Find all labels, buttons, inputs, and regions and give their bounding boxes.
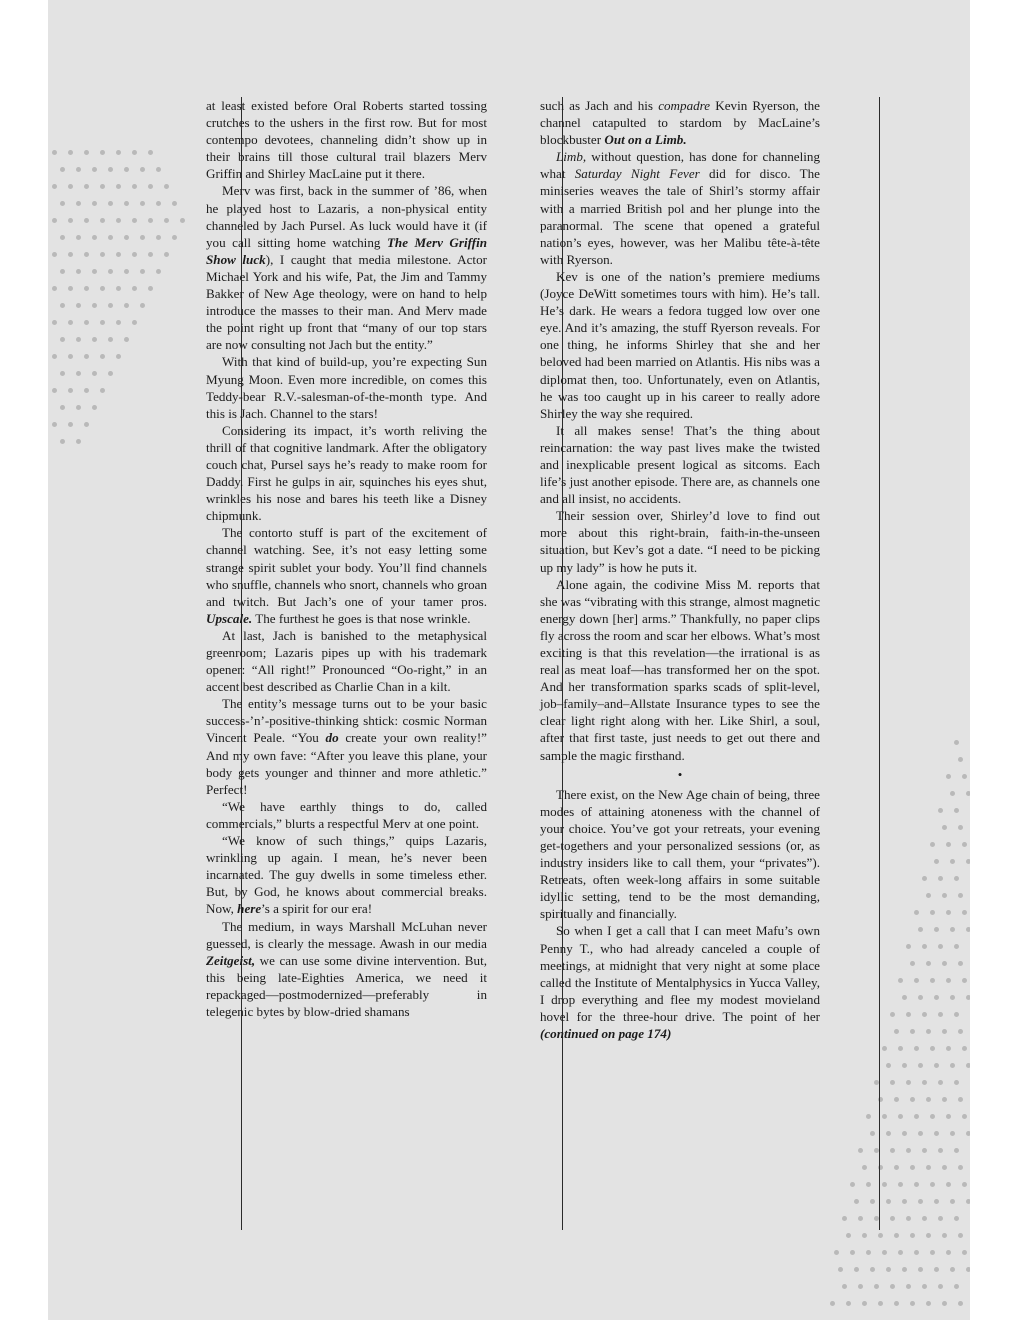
halftone-dot xyxy=(878,1233,883,1238)
article-column-right xyxy=(540,97,820,1042)
page-margin xyxy=(970,0,1020,1320)
halftone-dot xyxy=(926,1301,931,1306)
halftone-dot xyxy=(116,286,121,291)
halftone-dot xyxy=(958,825,963,830)
halftone-dot xyxy=(958,1165,963,1170)
halftone-dot xyxy=(930,978,935,983)
halftone-dot xyxy=(906,1148,911,1153)
halftone-dot xyxy=(958,1301,963,1306)
halftone-dot xyxy=(172,201,177,206)
halftone-dot xyxy=(950,1199,955,1204)
halftone-dot xyxy=(100,252,105,257)
halftone-dot xyxy=(954,740,959,745)
halftone-dot xyxy=(132,252,137,257)
halftone-dot xyxy=(68,388,73,393)
halftone-dot xyxy=(958,757,963,762)
halftone-dot xyxy=(878,1301,883,1306)
halftone-dot xyxy=(906,1216,911,1221)
halftone-dot xyxy=(858,1284,863,1289)
halftone-dot xyxy=(922,944,927,949)
halftone-dot xyxy=(962,978,967,983)
halftone-dot xyxy=(942,1029,947,1034)
halftone-dot xyxy=(68,252,73,257)
halftone-dot xyxy=(116,252,121,257)
halftone-dot xyxy=(946,978,951,983)
halftone-dot xyxy=(858,1148,863,1153)
halftone-dot xyxy=(942,1301,947,1306)
halftone-dot xyxy=(132,286,137,291)
paragraph: “We know of such things,” quips Lazaris, wrinkling up again. I mean, he’s never been incarnated. The guy dwells in some timeless ether. But, by God, he knows about commercial breaks. Now, here’s a spirit for our era! xyxy=(206,833,487,917)
halftone-dot xyxy=(92,371,97,376)
halftone-dot xyxy=(52,252,57,257)
halftone-dot xyxy=(100,320,105,325)
halftone-dot xyxy=(954,1284,959,1289)
paragraph: Limb, without question, has done for channeling what Saturday Night Fever did for disco. The miniseries weaves the tale of Shirl’s stormy affair with a married British pol and her plunge into the paranormal. The scene that opened a grateful nation’s eyes, however, was her Malibu tête-à-tête with Ryerson. xyxy=(540,149,820,267)
halftone-dot xyxy=(954,876,959,881)
halftone-dot xyxy=(52,422,57,427)
halftone-dot xyxy=(962,842,967,847)
halftone-dot xyxy=(922,1216,927,1221)
halftone-dot xyxy=(902,1199,907,1204)
halftone-dot xyxy=(60,269,65,274)
halftone-dot xyxy=(938,808,943,813)
halftone-dot xyxy=(890,1216,895,1221)
halftone-dot xyxy=(954,808,959,813)
halftone-dot xyxy=(830,1301,835,1306)
halftone-dot xyxy=(950,1131,955,1136)
halftone-dot xyxy=(76,405,81,410)
halftone-dot xyxy=(918,1063,923,1068)
halftone-dot xyxy=(890,1148,895,1153)
halftone-dot xyxy=(962,1250,967,1255)
halftone-dot xyxy=(76,167,81,172)
halftone-dot xyxy=(958,961,963,966)
halftone-dot xyxy=(838,1267,843,1272)
halftone-dot xyxy=(918,1267,923,1272)
halftone-dot xyxy=(926,1165,931,1170)
halftone-dot xyxy=(930,842,935,847)
halftone-dot xyxy=(164,218,169,223)
halftone-dot xyxy=(882,1250,887,1255)
halftone-dot xyxy=(874,1284,879,1289)
halftone-dot xyxy=(172,235,177,240)
halftone-dot xyxy=(148,286,153,291)
halftone-dot xyxy=(116,354,121,359)
halftone-dot xyxy=(958,1029,963,1034)
halftone-dot xyxy=(76,201,81,206)
halftone-dot xyxy=(894,1301,899,1306)
halftone-dot xyxy=(890,1284,895,1289)
halftone-dot xyxy=(76,337,81,342)
halftone-dot xyxy=(108,337,113,342)
halftone-dot xyxy=(910,961,915,966)
article-column-left xyxy=(206,97,487,1020)
halftone-dot xyxy=(834,1250,839,1255)
halftone-dot xyxy=(84,218,89,223)
halftone-dot xyxy=(914,910,919,915)
halftone-dot xyxy=(942,1097,947,1102)
paragraph: at least existed before Oral Roberts started tossing crutches to the ushers in the first row. But for most contempo devotees, channeling didn’t show up in their brains till those cultural trail blazers Merv Griffin and Shirley MacLaine put it there. xyxy=(206,98,487,182)
halftone-dot xyxy=(870,1267,875,1272)
halftone-dot xyxy=(946,1046,951,1051)
halftone-dot xyxy=(76,371,81,376)
halftone-dot xyxy=(934,1063,939,1068)
halftone-dot xyxy=(52,218,57,223)
halftone-dot xyxy=(950,995,955,1000)
halftone-dot-decoration xyxy=(48,0,972,1320)
halftone-dot xyxy=(922,1148,927,1153)
halftone-dot xyxy=(870,1131,875,1136)
halftone-dot xyxy=(108,269,113,274)
halftone-dot xyxy=(934,1131,939,1136)
halftone-dot xyxy=(100,354,105,359)
magazine-page xyxy=(48,0,972,1320)
halftone-dot xyxy=(950,927,955,932)
paragraph: Kev is one of the nation’s premiere mediums (Joyce DeWitt sometimes tours with him). He’s tall. He’s dark. He wears a fedora tugged low over one eye. And it’s amazing, the stuff Ryerson reveals. For one thing, he informs Shirley that she and her beloved had been married on Atlantis. His nibs was a diplomat then, too. Unfortunately, even on Atlantis, he was too caught up in his career to really adore Shirley the way she required. xyxy=(540,268,820,421)
halftone-dot xyxy=(164,184,169,189)
halftone-dot xyxy=(950,1063,955,1068)
halftone-dot xyxy=(156,201,161,206)
halftone-dot xyxy=(918,1131,923,1136)
halftone-dot xyxy=(862,1233,867,1238)
halftone-dot xyxy=(890,1012,895,1017)
halftone-dot xyxy=(954,1148,959,1153)
paragraph: such as Jach and his compadre Kevin Ryerson, the channel catapulted to stardom by MacLaine’s blockbuster Out on a Limb. xyxy=(540,98,820,148)
halftone-dot xyxy=(918,1199,923,1204)
halftone-dot xyxy=(140,235,145,240)
halftone-dot xyxy=(60,405,65,410)
halftone-dot xyxy=(148,150,153,155)
halftone-dot xyxy=(898,1250,903,1255)
paragraph: Their session over, Shirley’d love to find out more about this right-brain, faith-in-the-unseen situation, but Kev’s got a date. “I need to be picking up my lady” is how he puts it. xyxy=(540,508,820,575)
halftone-dot xyxy=(946,774,951,779)
halftone-dot xyxy=(946,1182,951,1187)
halftone-dot xyxy=(108,371,113,376)
halftone-dot xyxy=(84,422,89,427)
halftone-dot xyxy=(862,1165,867,1170)
halftone-dot xyxy=(930,1250,935,1255)
halftone-dot xyxy=(946,842,951,847)
continued-note: (continued on page 174) xyxy=(540,1025,672,1041)
halftone-dot xyxy=(862,1301,867,1306)
halftone-dot xyxy=(930,1114,935,1119)
halftone-dot xyxy=(886,1267,891,1272)
halftone-dot xyxy=(76,303,81,308)
halftone-dot xyxy=(950,791,955,796)
halftone-dot xyxy=(946,910,951,915)
halftone-dot xyxy=(140,201,145,206)
halftone-dot xyxy=(894,1029,899,1034)
halftone-dot xyxy=(902,1063,907,1068)
halftone-dot xyxy=(894,1097,899,1102)
halftone-dot xyxy=(854,1267,859,1272)
halftone-dot xyxy=(946,1250,951,1255)
halftone-dot xyxy=(950,859,955,864)
halftone-dot xyxy=(68,286,73,291)
halftone-dot xyxy=(60,371,65,376)
halftone-dot xyxy=(92,405,97,410)
halftone-dot xyxy=(902,1267,907,1272)
halftone-dot xyxy=(938,1012,943,1017)
paragraph: Considering its impact, it’s worth reliving the thrill of that cognitive landmark. After the obligatory couch chat, Pursel says he’s ready to make room for Daddy. First he gulps in air, squinches his eyes shut, wrinkles his nose and bares his teeth like a Disney chipmunk. xyxy=(206,422,487,524)
halftone-dot xyxy=(140,269,145,274)
paragraph: So when I get a call that I can meet Mafu’s own Penny T., who had already canceled a couple of meetings, at midnight that very night at some place called the Institute of Mentalphysics in Yucca Valley, I drop everything and flee my modest movieland hovel for the three-hour drive. The point of her (continued on page 174) xyxy=(540,923,820,1041)
halftone-dot xyxy=(942,893,947,898)
halftone-dot xyxy=(92,303,97,308)
halftone-dot xyxy=(52,184,57,189)
halftone-dot xyxy=(914,1250,919,1255)
halftone-dot xyxy=(902,1131,907,1136)
halftone-dot xyxy=(116,184,121,189)
halftone-dot xyxy=(68,218,73,223)
halftone-dot xyxy=(92,167,97,172)
halftone-dot xyxy=(846,1233,851,1238)
halftone-dot xyxy=(108,235,113,240)
halftone-dot xyxy=(60,439,65,444)
halftone-dot xyxy=(938,1080,943,1085)
paragraph: The medium, in ways Marshall McLuhan never guessed, is clearly the message. Awash in our media Zeitgeist, we can use some divine intervention. But, this being late-Eighties America, we need it repackaged—postmodernized—preferably in telegenic bytes by blow-dried shamans xyxy=(206,918,487,1019)
halftone-dot xyxy=(886,1131,891,1136)
halftone-dot xyxy=(850,1182,855,1187)
halftone-dot xyxy=(894,1233,899,1238)
halftone-dot xyxy=(962,1182,967,1187)
halftone-dot xyxy=(934,1267,939,1272)
halftone-dot xyxy=(942,825,947,830)
halftone-dot xyxy=(938,1148,943,1153)
halftone-dot xyxy=(958,1097,963,1102)
halftone-dot xyxy=(934,1199,939,1204)
halftone-dot xyxy=(52,150,57,155)
halftone-dot xyxy=(954,1216,959,1221)
halftone-dot xyxy=(76,235,81,240)
halftone-dot xyxy=(100,286,105,291)
halftone-dot xyxy=(842,1216,847,1221)
halftone-dot xyxy=(132,184,137,189)
halftone-dot xyxy=(958,1233,963,1238)
section-break-bullet: • xyxy=(677,766,683,782)
halftone-dot xyxy=(124,269,129,274)
halftone-dot xyxy=(156,269,161,274)
halftone-dot xyxy=(124,235,129,240)
halftone-dot xyxy=(902,995,907,1000)
halftone-dot xyxy=(914,1182,919,1187)
halftone-dot xyxy=(76,269,81,274)
halftone-dot xyxy=(132,218,137,223)
halftone-dot xyxy=(100,184,105,189)
halftone-dot xyxy=(84,184,89,189)
halftone-dot xyxy=(922,876,927,881)
halftone-dot xyxy=(962,1114,967,1119)
paragraph: There exist, on the New Age chain of being, three modes of attaining atoneness with the channel of your choice. You’ve got your retreats, your evening get-togethers and your personalized sessions (or, as industry insiders like to call them, your “privates”). Retreats, often week-long affairs in some suitable idyllic setting, tend to be the most demanding, spiritually and financially. xyxy=(540,786,820,922)
halftone-dot xyxy=(914,1046,919,1051)
halftone-dot xyxy=(882,1114,887,1119)
halftone-dot xyxy=(870,1199,875,1204)
halftone-dot xyxy=(52,388,57,393)
halftone-dot xyxy=(60,337,65,342)
halftone-dot xyxy=(954,1012,959,1017)
halftone-dot xyxy=(898,1182,903,1187)
halftone-dot xyxy=(866,1250,871,1255)
halftone-dot xyxy=(100,218,105,223)
halftone-dot xyxy=(854,1199,859,1204)
paragraph: “We have earthly things to do, called commercials,” blurts a respectful Merv at one point. xyxy=(206,798,487,831)
halftone-dot xyxy=(140,303,145,308)
halftone-dot xyxy=(906,1284,911,1289)
halftone-dot xyxy=(68,184,73,189)
halftone-dot xyxy=(108,167,113,172)
halftone-dot xyxy=(922,1012,927,1017)
halftone-dot xyxy=(148,218,153,223)
halftone-dot xyxy=(92,269,97,274)
halftone-dot xyxy=(886,1199,891,1204)
paragraph: Merv was first, back in the summer of ’86, when he played host to Lazaris, a non-physical entity channeled by Jach Pursel. As luck would have it (if you call sitting home watching The Merv Griffin Show luck), I caught that media milestone. Actor Michael York and his wife, Pat, the Jim and Tammy Bakker of New Age theology, were on hand to help introduce the masses to their man. And Merv made the point right up front that “many of our top stars are now consulting not Jach but the entity.” xyxy=(206,183,488,353)
halftone-dot xyxy=(910,1301,915,1306)
halftone-dot xyxy=(52,354,57,359)
halftone-dot xyxy=(914,1114,919,1119)
halftone-dot xyxy=(938,944,943,949)
halftone-dot xyxy=(108,303,113,308)
halftone-dot xyxy=(954,1080,959,1085)
halftone-dot xyxy=(930,1182,935,1187)
halftone-dot xyxy=(934,859,939,864)
halftone-dot xyxy=(68,320,73,325)
halftone-dot xyxy=(858,1216,863,1221)
halftone-dot xyxy=(92,201,97,206)
halftone-dot xyxy=(164,252,169,257)
halftone-dot xyxy=(930,1046,935,1051)
halftone-dot xyxy=(52,320,57,325)
halftone-dot xyxy=(906,1012,911,1017)
halftone-dot xyxy=(958,893,963,898)
halftone-dot xyxy=(922,1080,927,1085)
halftone-dot xyxy=(942,961,947,966)
halftone-dot xyxy=(850,1250,855,1255)
halftone-dot xyxy=(132,320,137,325)
halftone-dot xyxy=(84,150,89,155)
halftone-dot xyxy=(906,944,911,949)
paragraph: The contorto stuff is part of the excitement of channel watching. See, it’s not easy letting some strange spirit sublet your body. You’ll find channels who snuffle, channels who snort, channels who groan and twitch. But Jach’s one of your tamer pros. Upscale. The furthest he goes is that nose wrinkle. xyxy=(206,525,487,626)
halftone-dot xyxy=(92,235,97,240)
halftone-dot xyxy=(60,167,65,172)
halftone-dot xyxy=(842,1284,847,1289)
halftone-dot xyxy=(140,167,145,172)
halftone-dot xyxy=(962,1046,967,1051)
halftone-dot xyxy=(148,184,153,189)
halftone-dot xyxy=(116,150,121,155)
halftone-dot xyxy=(846,1301,851,1306)
halftone-dot xyxy=(946,1114,951,1119)
column-rule-right xyxy=(879,97,880,1230)
halftone-dot xyxy=(108,201,113,206)
halftone-dot xyxy=(910,1165,915,1170)
halftone-dot xyxy=(938,876,943,881)
halftone-dot xyxy=(132,150,137,155)
halftone-dot xyxy=(68,422,73,427)
halftone-dot xyxy=(918,995,923,1000)
halftone-dot xyxy=(60,235,65,240)
halftone-dot xyxy=(148,252,153,257)
halftone-dot xyxy=(942,1233,947,1238)
paragraph: At last, Jach is banished to the metaphysical greenroom; Lazaris pipes up with his trademark opener: “All right!” Pronounced “Oo-right,” in an accent best described as Charlie Chan in a kilt. xyxy=(206,627,487,695)
halftone-dot xyxy=(100,150,105,155)
halftone-dot xyxy=(52,286,57,291)
halftone-dot xyxy=(950,1267,955,1272)
halftone-dot xyxy=(922,1284,927,1289)
halftone-dot xyxy=(68,354,73,359)
halftone-dot xyxy=(84,320,89,325)
halftone-dot xyxy=(962,910,967,915)
halftone-dot xyxy=(934,927,939,932)
halftone-dot xyxy=(898,978,903,983)
halftone-dot xyxy=(124,201,129,206)
halftone-dot xyxy=(898,1046,903,1051)
halftone-dot xyxy=(930,910,935,915)
halftone-dot xyxy=(124,167,129,172)
halftone-dot xyxy=(938,1216,943,1221)
paragraph: With that kind of build-up, you’re expecting Sun Myung Moon. Even more incredible, on comes this Teddy-bear R.V.-salesman-of-the-month type. And this is Jach. Channel to the stars! xyxy=(206,354,487,421)
halftone-dot xyxy=(100,388,105,393)
halftone-dot xyxy=(124,303,129,308)
halftone-dot xyxy=(882,1182,887,1187)
halftone-dot xyxy=(116,320,121,325)
paragraph: Alone again, the codivine Miss M. reports that she was “vibrating with this strange, almost magnetic energy down [her] arms.” Thankfully, no paper clips fly across the room and scar her elbows. What’s most exciting is that this revelation—the irrational is as real as meat loaf—has transformed her on the spot. And her transformation sparks scads of split-level, job–family–and–Allstate Insurance types to see the clear light right along with her. Like Shirl, a soul, after that first taste, just needs to get out there and sample the magic firsthand. xyxy=(540,576,821,763)
halftone-dot xyxy=(116,218,121,223)
halftone-dot xyxy=(180,218,185,223)
halftone-dot xyxy=(926,893,931,898)
halftone-dot xyxy=(942,1165,947,1170)
halftone-dot xyxy=(918,927,923,932)
halftone-dot xyxy=(156,235,161,240)
halftone-dot xyxy=(926,961,931,966)
halftone-dot xyxy=(156,167,161,172)
halftone-dot xyxy=(938,1284,943,1289)
halftone-dot xyxy=(962,774,967,779)
halftone-dot xyxy=(898,1114,903,1119)
halftone-dot xyxy=(68,150,73,155)
halftone-dot xyxy=(926,1233,931,1238)
halftone-dot xyxy=(84,388,89,393)
halftone-dot xyxy=(60,201,65,206)
halftone-dot xyxy=(76,439,81,444)
paragraph: The entity’s message turns out to be your basic success-’n’-positive-thinking shtick: cosmic Norman Vincent Peale. “You do create your own reality!” And my own fave: “After you leave this plane, your body gets younger and thinner and more athletic.” Perfect! xyxy=(206,696,487,797)
halftone-dot xyxy=(910,1233,915,1238)
halftone-dot xyxy=(906,1080,911,1085)
halftone-dot xyxy=(866,1114,871,1119)
halftone-dot xyxy=(934,995,939,1000)
halftone-dot xyxy=(124,337,129,342)
halftone-dot xyxy=(926,1097,931,1102)
halftone-dot xyxy=(84,286,89,291)
paragraph: It all makes sense! That’s the thing about reincarnation: the way past lives make the twisted and inexplicable present logical as sitcoms. Each life’s just another episode. There are, as channels one and all insist, no accidents. xyxy=(540,422,820,507)
halftone-dot xyxy=(84,354,89,359)
halftone-dot xyxy=(894,1165,899,1170)
halftone-dot xyxy=(890,1080,895,1085)
halftone-dot xyxy=(954,944,959,949)
halftone-dot xyxy=(84,252,89,257)
halftone-dot xyxy=(910,1029,915,1034)
halftone-dot xyxy=(882,1046,887,1051)
halftone-dot xyxy=(866,1182,871,1187)
halftone-dot xyxy=(910,1097,915,1102)
halftone-dot xyxy=(92,337,97,342)
halftone-dot xyxy=(926,1029,931,1034)
halftone-dot xyxy=(60,303,65,308)
halftone-dot xyxy=(914,978,919,983)
halftone-dot xyxy=(886,1063,891,1068)
